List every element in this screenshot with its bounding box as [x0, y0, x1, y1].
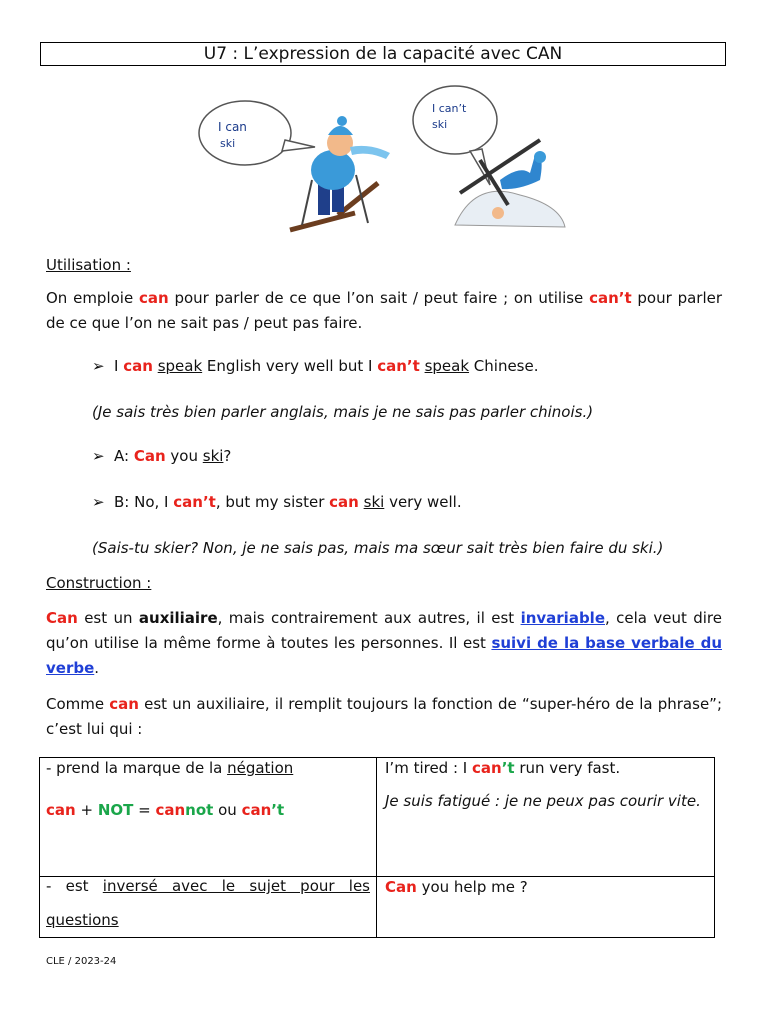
table-row	[40, 877, 715, 938]
text-run: =	[133, 801, 156, 819]
keyword-nt: ’t	[271, 801, 285, 819]
text-run: On emploie	[46, 289, 139, 307]
construction-heading: Construction :	[46, 574, 152, 592]
text-run: you help me ?	[416, 878, 528, 896]
keyword-not: not	[185, 801, 214, 819]
construction-paragraph-2	[46, 692, 722, 742]
text-run: pour parler de ce que l’on ne sait pas / peut pas faire.	[46, 289, 723, 332]
page-title: U7 : L’expression de la capacité avec CAN	[40, 42, 726, 66]
example-3	[92, 490, 462, 514]
text-run: you	[165, 447, 203, 465]
bubble-left-line2: ski	[220, 137, 236, 150]
text-run: Comme	[46, 695, 110, 713]
bubble-left-line1: I can	[218, 120, 247, 134]
term-base-verbale: suivi de la base verbale du verbe	[46, 634, 723, 677]
text-run: +	[75, 801, 98, 819]
table-row	[40, 758, 715, 877]
keyword-can: Can	[46, 609, 78, 627]
utilisation-heading: Utilisation :	[46, 256, 131, 274]
negation-rule	[46, 758, 370, 778]
text-run: est un auxiliaire, il remplit toujours la fonction de “super-héro de la phrase”; c’est lui qui :	[46, 695, 722, 738]
text-run: est un	[77, 609, 139, 627]
term-inverse: inversé avec le sujet pour les questions	[46, 877, 370, 929]
keyword-can: can	[109, 695, 139, 713]
example-2	[92, 444, 231, 468]
negation-example-translation: Je suis fatigué : je ne peux pas courir vite.	[385, 792, 701, 810]
text-run: very well.	[384, 493, 462, 511]
keyword-can: can	[46, 801, 76, 819]
text-run: Chinese.	[469, 357, 539, 375]
rules-table	[39, 757, 715, 938]
verb-underlined: speak	[157, 357, 203, 375]
translation-2: (Sais-tu skier? Non, je ne sais pas, mais ma sœur sait très bien faire du ski.)	[92, 539, 664, 557]
keyword-can: can	[329, 493, 359, 511]
text-run: , mais contrairement aux autres, il est	[217, 609, 521, 627]
skiing-illustration	[190, 85, 575, 240]
keyword-can: can	[155, 801, 186, 819]
text-run: , but my sister	[215, 493, 330, 511]
table-cell	[377, 877, 715, 938]
verb-underlined: ski	[202, 447, 224, 465]
question-rule	[46, 869, 370, 937]
keyword-not: NOT	[97, 801, 134, 819]
text-run: , cela veut dire qu’on utilise la même forme à toutes les personnes. Il est	[46, 609, 722, 652]
construction-paragraph-1	[46, 606, 722, 681]
term-auxiliaire: auxiliaire	[138, 609, 218, 627]
footer: CLE / 2023-24	[46, 956, 117, 967]
text-run: English very well but I	[202, 357, 378, 375]
verb-underlined: speak	[424, 357, 470, 375]
table-cell	[40, 877, 377, 938]
table-cell	[377, 758, 715, 877]
table-cell	[40, 758, 377, 877]
negation-formula	[46, 800, 370, 820]
term-negation: négation	[227, 759, 294, 777]
arrow-bullet-icon: ➢	[92, 357, 105, 375]
keyword-can: can	[241, 801, 272, 819]
verb-underlined: ski	[363, 493, 385, 511]
bubble-right-line2: ski	[432, 118, 448, 131]
text-run: B: No, I	[114, 493, 174, 511]
text-run: - prend la marque de la	[46, 759, 228, 777]
keyword-can: can	[138, 289, 169, 307]
question-example	[383, 877, 708, 897]
text-run: ?	[223, 447, 232, 465]
utilisation-paragraph	[46, 286, 722, 336]
text-run: A:	[114, 447, 134, 465]
keyword-cant: can’t	[173, 493, 216, 511]
text-run: - est	[46, 877, 103, 895]
text-run: pour parler de ce que l’on sait / peut faire ; on utilise	[168, 289, 590, 307]
term-invariable: invariable	[520, 609, 605, 627]
example-1	[92, 354, 539, 378]
keyword-cant: can’t	[589, 289, 632, 307]
keyword-can: can	[472, 759, 502, 777]
keyword-can: Can	[133, 447, 166, 465]
keyword-can: Can	[385, 878, 417, 896]
text-run: ou	[213, 801, 242, 819]
happy-skier-figure	[290, 116, 390, 230]
text-run: I’m tired : I	[385, 759, 472, 777]
arrow-bullet-icon: ➢	[92, 447, 105, 465]
keyword-can: can	[123, 357, 153, 375]
text-run: run very fast.	[514, 759, 621, 777]
text-run: I	[114, 357, 124, 375]
negation-example	[383, 758, 708, 778]
arrow-bullet-icon: ➢	[92, 493, 105, 511]
translation-1: (Je sais très bien parler anglais, mais je ne sais pas parler chinois.)	[92, 403, 594, 421]
keyword-nt: ’t	[501, 759, 515, 777]
bubble-right-line1: I can’t	[432, 102, 467, 115]
keyword-cant: can’t	[377, 357, 420, 375]
text-run: .	[94, 659, 100, 677]
